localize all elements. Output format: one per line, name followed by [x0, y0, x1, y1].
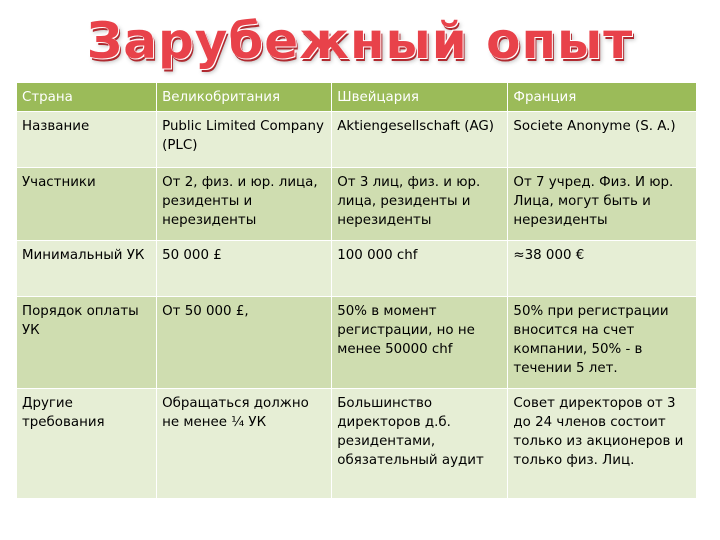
cell-uk: От 2, физ. и юр. лица, резиденты и нерезиденты	[157, 168, 332, 241]
cell-uk: Public Limited Company (PLC)	[157, 112, 332, 168]
comparison-table	[17, 83, 697, 499]
slide-title: Зарубежный опыт	[86, 12, 634, 70]
row-label: Минимальный УК	[17, 241, 157, 297]
cell-uk: Обращаться должно не менее ¼ УК	[157, 389, 332, 499]
cell-france: Societe Anonyme (S. A.)	[508, 112, 697, 168]
cell-switzerland: 50% в момент регистрации, но не менее 50000 chf	[332, 297, 508, 389]
cell-france: 50% при регистрации вносится на счет компании, 50% - в течении 5 лет.	[508, 297, 697, 389]
cell-switzerland: Большинство директоров д.б. резидентами, обязательный аудит	[332, 389, 508, 499]
cell-switzerland: Aktiengesellschaft (AG)	[332, 112, 508, 168]
row-label: Название	[17, 112, 157, 168]
cell-france: ≈38 000 €	[508, 241, 697, 297]
table-row	[17, 297, 697, 389]
header-switzerland: Швейцария	[332, 83, 508, 112]
cell-switzerland: От 3 лиц, физ. и юр. лица, резиденты и нерезиденты	[332, 168, 508, 241]
header-country: Страна	[17, 83, 157, 112]
header-france: Франция	[508, 83, 697, 112]
cell-uk: 50 000 £	[157, 241, 332, 297]
table-row	[17, 168, 697, 241]
table-header-row	[17, 83, 697, 112]
cell-switzerland: 100 000 chf	[332, 241, 508, 297]
table-row	[17, 241, 697, 297]
cell-france: Совет директоров от 3 до 24 членов состоит только из акционеров и только физ. Лиц.	[508, 389, 697, 499]
row-label: Другие требования	[17, 389, 157, 499]
row-label: Участники	[17, 168, 157, 241]
table-row	[17, 112, 697, 168]
cell-uk: От 50 000 £,	[157, 297, 332, 389]
cell-france: От 7 учред. Физ. И юр. Лица, могут быть и нерезиденты	[508, 168, 697, 241]
table-row	[17, 389, 697, 499]
row-label: Порядок оплаты УК	[17, 297, 157, 389]
header-uk: Великобритания	[157, 83, 332, 112]
